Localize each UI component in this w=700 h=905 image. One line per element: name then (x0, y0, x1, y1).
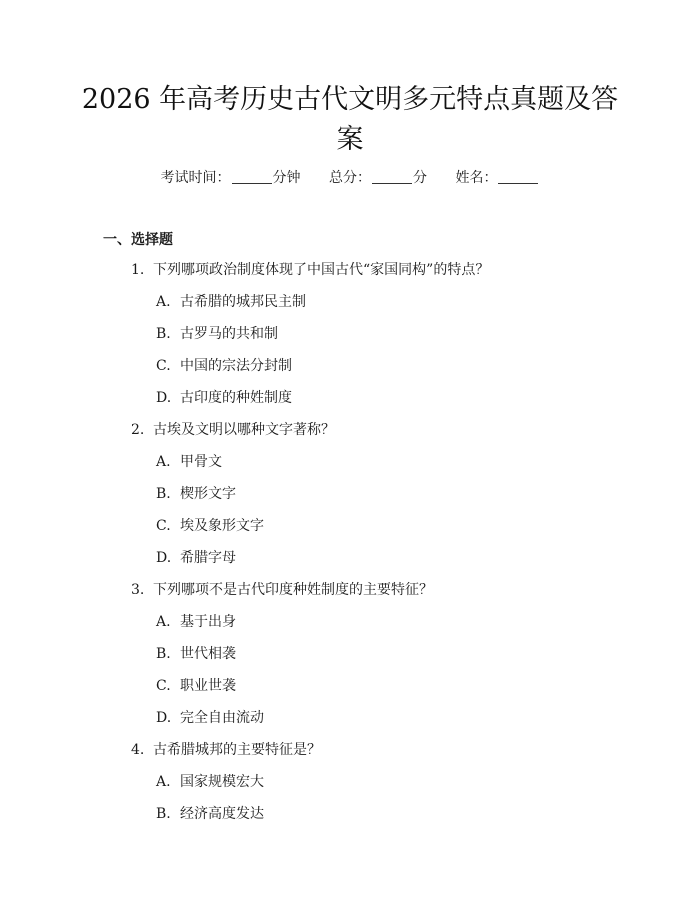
section-title: 一、选择题 (103, 232, 173, 248)
option-text: 中国的宗法分封制 (180, 358, 292, 374)
option-text: 希腊字母 (180, 550, 236, 566)
total-score-label: 总分： (329, 170, 371, 186)
option-2a (0, 451, 700, 473)
document-title: 2026 年高考历史古代文明多元特点真题及答案 (81, 84, 619, 155)
question-text: 古埃及文明以哪种文字著称？ (153, 422, 335, 438)
option-text: 经济高度发达 (180, 806, 264, 822)
option-2c (0, 515, 700, 537)
option-text: 楔形文字 (180, 486, 236, 502)
student-name-blank (498, 169, 538, 184)
option-1d (0, 387, 700, 409)
option-text: 埃及象形文字 (180, 518, 264, 534)
question-text: 古希腊城邦的主要特征是？ (153, 742, 321, 758)
option-text: 国家规模宏大 (180, 774, 264, 790)
student-name-field (455, 170, 539, 186)
option-text: 世代相袭 (180, 646, 236, 662)
option-text: 完全自由流动 (180, 710, 264, 726)
option-key: B. (156, 486, 171, 502)
option-4b (0, 803, 700, 825)
student-name-label: 姓名： (455, 170, 498, 186)
exam-time-label: 考试时间： (160, 170, 231, 186)
option-key: B. (156, 326, 171, 342)
option-text: 基于出身 (180, 614, 236, 630)
option-text: 古罗马的共和制 (180, 326, 278, 342)
option-2b (0, 483, 700, 505)
option-1a (0, 291, 700, 313)
option-2d (0, 547, 700, 569)
option-1b (0, 323, 700, 345)
question-1 (0, 259, 700, 281)
question-text: 下列哪项不是古代印度种姓制度的主要特征？ (153, 582, 433, 598)
option-key: A. (156, 774, 171, 790)
exam-time-blank (232, 169, 272, 184)
question-4 (0, 739, 700, 761)
option-3d (0, 707, 700, 729)
option-text: 古印度的种姓制度 (180, 390, 292, 406)
option-text: 古希腊的城邦民主制 (180, 294, 306, 310)
question-2 (0, 419, 700, 441)
option-key: C. (156, 358, 171, 374)
option-key: D. (156, 550, 172, 566)
option-3a (0, 611, 700, 633)
question-number: 4. (131, 742, 145, 758)
exam-time-field (161, 170, 305, 186)
option-key: C. (156, 678, 171, 694)
option-3c (0, 675, 700, 697)
total-score-blank (372, 169, 412, 184)
question-3 (0, 579, 700, 601)
question-list (0, 259, 700, 835)
option-key: D. (156, 710, 172, 726)
question-number: 1. (131, 262, 145, 278)
total-score-unit: 分 (413, 170, 427, 186)
exam-time-unit: 分钟 (272, 170, 301, 186)
option-key: B. (156, 646, 171, 662)
total-score-field (329, 170, 431, 186)
option-key: D. (156, 390, 172, 406)
option-3b (0, 643, 700, 665)
option-key: B. (156, 806, 171, 822)
exam-info-line (0, 168, 700, 188)
question-number: 2. (131, 422, 145, 438)
option-text: 职业世袭 (180, 678, 236, 694)
option-key: A. (156, 614, 171, 630)
question-number: 3. (131, 582, 145, 598)
option-4a (0, 771, 700, 793)
option-key: A. (156, 294, 171, 310)
option-1c (0, 355, 700, 377)
question-text: 下列哪项政治制度体现了中国古代“家国同构”的特点？ (153, 262, 490, 278)
option-key: C. (156, 518, 171, 534)
option-text: 甲骨文 (180, 454, 222, 470)
option-key: A. (156, 454, 171, 470)
